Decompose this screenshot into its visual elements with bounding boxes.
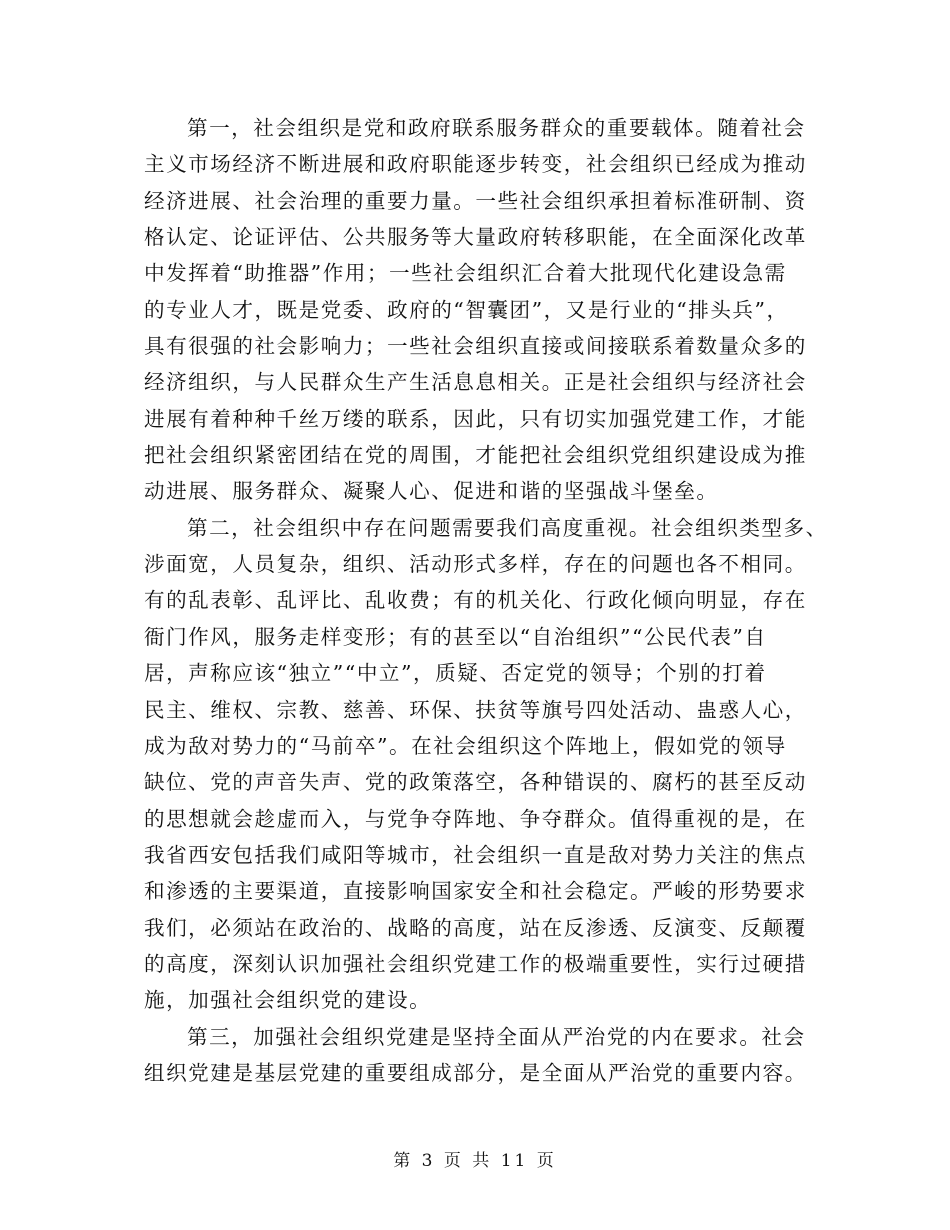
text-line: 动进展、服务群众、凝聚人心、促进和谐的坚强战斗堡垒。 — [144, 479, 719, 504]
text-line: 的专业人才，既是党委、政府的“智囊团”，又是行业的“排头兵”， — [144, 297, 789, 322]
text-line: 经济组织，与人民群众生产生活息息相关。正是社会组织与经济社会 — [144, 370, 807, 395]
text-line: 和渗透的主要渠道，直接影响国家安全和社会稳定。严峻的形势要求 — [144, 879, 807, 904]
body-text — [144, 110, 828, 1091]
text-line: 格认定、论证评估、公共服务等大量政府转移职能，在全面深化改革 — [144, 225, 807, 250]
text-line: 第三，加强社会组织党建是坚持全面从严治党的内在要求。社会 — [187, 1024, 806, 1049]
text-line: 衙门作风，服务走样变形；有的甚至以“自治组织”“公民代表”自 — [144, 624, 767, 649]
text-line: 涉面宽，人员复杂，组织、活动形式多样，存在的问题也各不相同。 — [144, 552, 807, 577]
text-line: 缺位、党的声音失声、党的政策落空，各种错误的、腐朽的甚至反动 — [144, 770, 807, 795]
paragraph-2 — [144, 510, 828, 1019]
text-line: 居，声称应该“独立”“中立”，质疑、否定党的领导；个别的打着 — [144, 661, 767, 686]
text-line: 我们，必须站在政治的、战略的高度，站在反渗透、反演变、反颠覆 — [144, 915, 807, 940]
text-line: 中发挥着“助推器”作用；一些社会组织汇合着大批现代化建设急需 — [144, 261, 787, 286]
text-line: 我省西安包括我们咸阳等城市，社会组织一直是敌对势力关注的焦点 — [144, 842, 807, 867]
text-line: 第二，社会组织中存在问题需要我们高度重视。社会组织类型多、 — [187, 515, 828, 540]
paragraph-1 — [144, 110, 814, 510]
text-line: 施，加强社会组织党的建设。 — [144, 988, 432, 1013]
text-line: 有的乱表彰、乱评比、乱收费；有的机关化、行政化倾向明显，存在 — [144, 588, 807, 613]
text-line: 进展有着种种千丝万缕的联系，因此，只有切实加强党建工作，才能 — [144, 406, 807, 431]
text-line: 成为敌对势力的“马前卒”。在社会组织这个阵地上，假如党的领导 — [144, 733, 787, 758]
text-line: 第一，社会组织是党和政府联系服务群众的重要载体。随着社会 — [187, 116, 806, 140]
text-line: 民主、维权、宗教、慈善、环保、扶贫等旗号四处活动、蛊惑人心， — [144, 697, 807, 722]
text-line: 的高度，深刻认识加强社会组织党建工作的极端重要性，实行过硬措 — [144, 951, 807, 976]
text-line: 主义市场经济不断进展和政府职能逐步转变，社会组织已经成为推动 — [144, 152, 807, 177]
paragraph-3 — [144, 1019, 814, 1092]
text-line: 具有很强的社会影响力；一些社会组织直接或间接联系着数量众多的 — [144, 334, 807, 359]
text-line: 经济进展、社会治理的重要力量。一些社会组织承担着标准研制、资 — [144, 188, 807, 213]
text-line: 把社会组织紧密团结在党的周围，才能把社会组织党组织建设成为推 — [144, 443, 807, 468]
text-line: 的思想就会趁虚而入，与党争夺阵地、争夺群众。值得重视的是，在 — [144, 806, 807, 831]
page-number-footer: 第 3 页 共 11 页 — [393, 1151, 557, 1171]
text-line: 组织党建是基层党建的重要组成部分，是全面从严治党的重要内容。 — [144, 1060, 807, 1085]
